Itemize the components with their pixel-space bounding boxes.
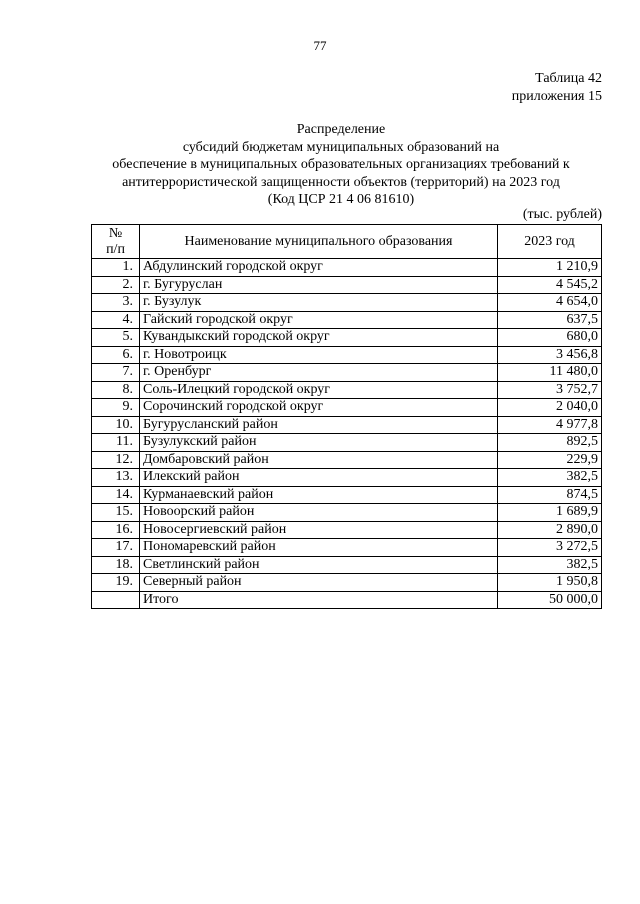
row-name: г. Новотроицк [140,346,498,364]
row-number: 12. [92,451,140,469]
row-value: 382,5 [498,556,602,574]
row-number: 15. [92,504,140,522]
row-value: 874,5 [498,486,602,504]
row-value: 382,5 [498,469,602,487]
table-number: Таблица 42 [535,71,602,86]
row-value: 1 950,8 [498,574,602,592]
table-row [92,276,602,294]
row-value: 680,0 [498,329,602,347]
table-row [92,469,602,487]
row-value: 4 545,2 [498,276,602,294]
table-row [92,539,602,557]
table-row [92,399,602,417]
row-value: 4 654,0 [498,294,602,312]
table-row [92,451,602,469]
table-header-row [92,225,602,259]
row-name: г. Оренбург [140,364,498,382]
row-value: 1 689,9 [498,504,602,522]
row-number: 4. [92,311,140,329]
total-row [92,591,602,609]
table-row [92,556,602,574]
row-number: 16. [92,521,140,539]
table-row [92,364,602,382]
row-name: Сорочинский городской округ [140,399,498,417]
row-name: Пономаревский район [140,539,498,557]
row-value: 2 890,0 [498,521,602,539]
header-number-symbol: № [108,225,123,241]
row-number: 3. [92,294,140,312]
row-name: г. Бузулук [140,294,498,312]
row-number: 6. [92,346,140,364]
row-value: 3 752,7 [498,381,602,399]
header-year: 2023 год [498,225,602,259]
title-line-5: (Код ЦСР 21 4 06 81610) [267,192,415,207]
table-row [92,311,602,329]
row-number: 5. [92,329,140,347]
units-label: (тыс. рублей) [522,207,602,222]
row-number: 2. [92,276,140,294]
row-value: 892,5 [498,434,602,452]
table-row [92,504,602,522]
row-name: Гайский городской округ [140,311,498,329]
title-line-1: Распределение [296,122,386,137]
table-row [92,346,602,364]
row-number: 1. [92,259,140,277]
subsidy-table [91,224,602,609]
header-number-abbr: п/п [106,241,125,257]
table-row [92,434,602,452]
row-value: 2 040,0 [498,399,602,417]
row-number: 19. [92,574,140,592]
row-name: Итого [140,591,498,609]
row-value: 3 272,5 [498,539,602,557]
table-row [92,329,602,347]
row-name: Илекский район [140,469,498,487]
row-number: 7. [92,364,140,382]
row-name: Абдулинский городской округ [140,259,498,277]
title-line-2: субсидий бюджетам муниципальных образований на [182,139,500,155]
row-value: 3 456,8 [498,346,602,364]
row-number: 14. [92,486,140,504]
table-row [92,574,602,592]
row-name: Северный район [140,574,498,592]
row-number [92,591,140,609]
appendix-number: приложения 15 [511,89,602,104]
table-row [92,259,602,277]
page-number: 77 [313,38,327,53]
row-value: 229,9 [498,451,602,469]
row-number: 10. [92,416,140,434]
table-row [92,521,602,539]
document-title [40,121,640,209]
row-name: Светлинский район [140,556,498,574]
row-name: Новосергиевский район [140,521,498,539]
row-name: Бузулукский район [140,434,498,452]
row-number: 8. [92,381,140,399]
row-value: 1 210,9 [498,259,602,277]
row-number: 17. [92,539,140,557]
row-value: 50 000,0 [498,591,602,609]
row-name: Кувандыкский городской округ [140,329,498,347]
table-row [92,486,602,504]
row-number: 11. [92,434,140,452]
table-row [92,416,602,434]
row-value: 11 480,0 [498,364,602,382]
title-line-4: антитеррористической защищенности объектов (территорий) на 2023 год [122,174,560,190]
row-name: г. Бугуруслан [140,276,498,294]
row-value: 637,5 [498,311,602,329]
row-name: Курманаевский район [140,486,498,504]
row-number: 9. [92,399,140,417]
row-number: 13. [92,469,140,487]
row-name: Соль-Илецкий городской округ [140,381,498,399]
row-name: Домбаровский район [140,451,498,469]
row-name: Новоорский район [140,504,498,522]
table-body [92,259,602,609]
table-row [92,381,602,399]
table-row [92,294,602,312]
row-number: 18. [92,556,140,574]
table-reference [512,70,602,106]
row-value: 4 977,8 [498,416,602,434]
title-line-3: обеспечение в муниципальных образовательных организациях требований к [112,157,570,172]
row-name: Бугурусланский район [140,416,498,434]
header-name: Наименование муниципального образования [140,225,498,259]
header-number [92,225,140,259]
